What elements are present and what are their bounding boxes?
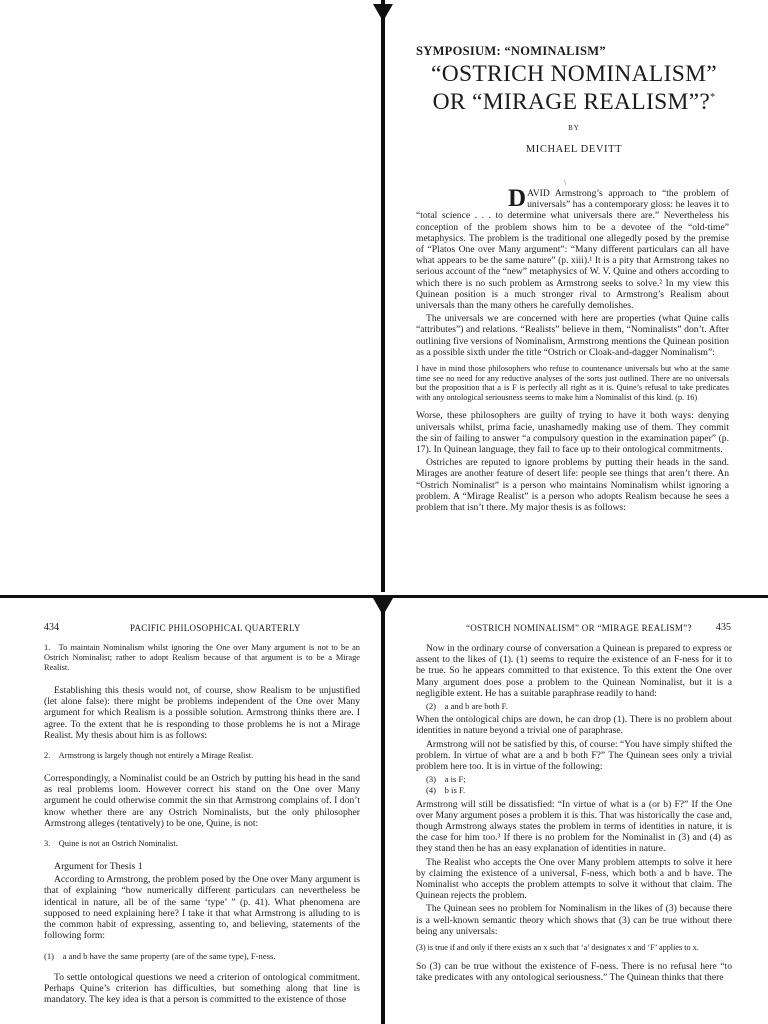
drop-cap: D	[508, 185, 527, 212]
paragraph: Correspondingly, a Nominalist could be an Ostrich by putting his head in the sand as real problems loom. However correct his stand on the One over Many argument he could otherwise commit the sin that Armstrong complains of. I don’t know whether there are any Ostrich Nominalists, but the only philosopher Armstrong alleges (tentatively) to be one, Quine, is not:	[44, 773, 360, 829]
right-page-body	[416, 643, 732, 985]
opening-text: Armstrong’s approach to “the problem of universals” has a contemporary gloss: he leaves it to “total science . . . to determine what universals there are.” Nevertheless his conception of the problem shows him to be a devotee of the “old-time” metaphysics. The problem is the traditional one allegedly posed by the premise of “Platos One over Many argument”: “Many different particulars can all have what appears to be the same nature” (p. xiii).¹ It is a pity that Armstrong takes no serious account of the “new” metaphysics of W. V. Quine and others according to which there is no such problem as Armstrong seeks to solve.² In my view this Quinean position is a much stronger rival to Armstrong’s Realism about universals than the many others he carefully demolishes.	[416, 188, 729, 312]
opening-paragraph	[416, 185, 729, 312]
thesis-1: 1. To maintain Nominalism whilst ignoring the One over Many argument is not to be an Ostrich Nominalist; rather to adopt Realism because of that argument is to be a Mirage Realist.	[44, 643, 360, 672]
thesis-3: 3. Quine is not an Ostrich Nominalist.	[44, 839, 178, 849]
opening-smallcaps: AVID	[527, 188, 550, 199]
paragraph: Establishing this thesis would not, of course, show Realism to be unjustified (let alone false): there might be problems independent of the One over Many argument for which Realism is a possible solution. Armstrong thinks there are. I agree. To the extent that he is responding to those problems he is not a Mirage Realist. My thesis about him is as follows:	[44, 685, 360, 741]
symposium-label: SYMPOSIUM: “NOMINALISM”	[416, 44, 606, 58]
formula-2: (2) a and b are both F.	[426, 701, 508, 712]
section-heading: Argument for Thesis 1	[54, 861, 143, 873]
formula-4: (4) b is F.	[426, 785, 466, 796]
paragraph: Armstrong will still be dissatisfied: “In virtue of what is a (or b) F?” If the One over Many argument poses a problem it is this. That was historically the case and, though Armstrong always states the problem in terms of identities in nature, it is the case for him too.³ If there is no problem for the Nominalist in (3) and (4) as they stand then he has an easy explanation of identities in nature.	[416, 798, 732, 855]
title-line-2	[416, 86, 732, 114]
left-page-body	[44, 643, 360, 1008]
paragraph: Worse, these philosophers are guilty of trying to have it both ways: denying universals whilst, prima facie, unashamedly making use of them. They commit the sin of failing to answer “a compulsory question in the examination paper” (p. 17). In Quinean language, they fail to face up to their ontological commitments.	[416, 410, 729, 456]
running-head-right: “OSTRICH NOMINALISM” OR “MIRAGE REALISM”?	[466, 623, 692, 633]
page-number-left: 434	[44, 622, 59, 633]
binding-gutter-top	[381, 0, 385, 592]
binding-gutter-bottom	[381, 606, 385, 1024]
block-quote: I have in mind those philosophers who refuse to countenance universals but who at the same time see no need for any reductive analyses of the sorts just outlined. There are no universals but the proposition that a is F is perfectly all right as it is. Quine’s refusal to take predicates with any ontological seriousness seems to make him a Nominalist of this kind. (p. 16)	[416, 364, 729, 402]
paragraph: When the ontological chips are down, he can drop (1). There is no problem about identities in nature beyond a trivial one of paraphrase.	[416, 714, 732, 737]
article-title	[416, 62, 732, 114]
paragraph: Ostriches are reputed to ignore problems by putting their heads in the sand. Mirages are another feature of desert life: people see things that aren’t there. An “Ostrich Nominalist” is a person who maintains Nominalism whilst ignoring a problem. A “Mirage Realist” is a person who adopts Realism because he sees a problem that isn’t there. My major thesis is as follows:	[416, 457, 729, 514]
page-divider	[0, 595, 768, 598]
title-footnote-mark: *	[710, 92, 716, 103]
running-head-left: PACIFIC PHILOSOPHICAL QUARTERLY	[130, 623, 301, 633]
thesis-2: 2. Armstrong is largely though not entirely a Mirage Realist.	[44, 751, 254, 761]
paragraph: Now in the ordinary course of conversation a Quinean is prepared to express or assent to the likes of (1). (1) seems to require the existence of an F-ness for it to be true. So he appears committed to that existence. To this extent the One over Many argument does pose a problem to the Quinean Nominalist, but it is a negligible extent. He has a suitable paraphrase readily to hand:	[416, 643, 732, 699]
paragraph: To settle ontological questions we need a criterion of ontological commitment. Perhaps Quine’s criterion has difficulties, but something along that line is mandatory. The key idea is that a person is committed to the existence of those	[44, 972, 360, 1006]
paragraph: So (3) can be true without the existence of F-ness. There is no refusal here “to take predicates with any ontological seriousness.” The Quinean thinks that there	[416, 960, 732, 983]
paragraph: Armstrong will not be satisfied by this, of course: “You have simply shifted the problem. In virtue of what are a and b both F?” The Quinean sees only a trivial problem here too. It is in virtue of the following:	[416, 738, 732, 773]
formula-1: (1) a and b have the same property (are of the same type), F-ness.	[44, 951, 276, 962]
formula-3: (3) a is F;	[426, 774, 466, 785]
byline-label: BY	[568, 124, 580, 132]
paragraph: The Realist who accepts the One over Many problem attempts to solve it here by claiming the existence of a universal, F-ness, which both a and b have. The Nominalist who accepts the problem attempts to solve it without that claim. The Quinean rejects the problem.	[416, 856, 732, 902]
paragraph: The universals we are concerned with here are properties (what Quine calls “attributes”) and relations. “Realists” believe in them, “Nominalists” don’t. After outlining five versions of Nominalism, Armstrong mentions the Quinean position as a possible sixth under the title “Ostrich or Cloak-and-dagger Nominalism”:	[416, 313, 729, 358]
title-line-2-text: OR “MIRAGE REALISM”?	[432, 88, 711, 115]
semantic-formula: (3) is true if and only if there exists an x such that ‘a’ designates x and ‘F’ applies to x.	[416, 943, 699, 953]
paragraph: According to Armstrong, the problem posed by the One over Many argument is that of explaining “how numerically different particulars can nevertheless be identical in nature, all be of the same ‘type’ ” (p. 41). What phenomena are supposed to need explaining here? I take it that what Armstrong is alluding to is the common habit of expressing, assenting to, and believing, statements of the following form:	[44, 874, 360, 942]
stray-mark: \	[564, 178, 567, 187]
title-line-1: “OSTRICH NOMINALISM”	[430, 61, 718, 87]
paragraph: The Quinean sees no problem for Nominalism in the likes of (3) because there is a well-known semantic theory which shows that (3) can be true without there being any universals:	[416, 903, 732, 937]
top-page-body	[416, 185, 729, 515]
page-number-right: 435	[716, 622, 731, 633]
author-name: MICHAEL DEVITT	[525, 144, 623, 155]
